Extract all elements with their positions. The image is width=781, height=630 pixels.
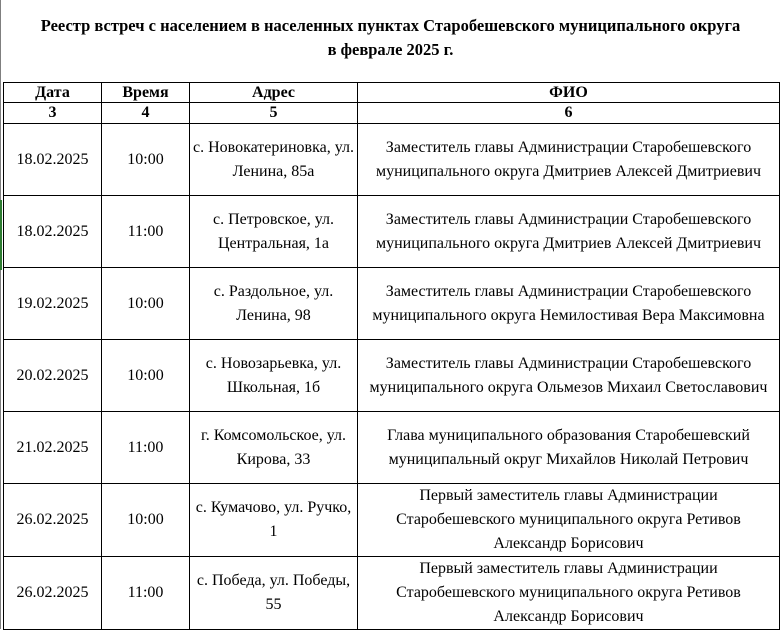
table-row [4, 124, 780, 196]
cell-address: с. Раздольное, ул. Ленина, 98 [190, 268, 358, 340]
cell-address: с. Петровское, ул. Центральная, 1а [190, 196, 358, 268]
cell-date: 21.02.2025 [4, 412, 102, 484]
cell-address: с. Кумачово, ул. Ручко, 1 [190, 484, 358, 557]
cell-date: 26.02.2025 [4, 557, 102, 630]
cell-time: 11:00 [102, 557, 190, 630]
title-line-2: в феврале 2025 г. [327, 40, 454, 59]
cell-fio: Заместитель главы Администрации Старобешевского муниципального округа Ольмезов Михаил Светославович [358, 340, 780, 412]
table-row [4, 268, 780, 340]
header-address: Адрес [190, 83, 358, 103]
table-row [4, 484, 780, 557]
cell-fio: Первый заместитель главы Администрации Старобешевского муниципального округа Ретивов Александр Борисович [358, 484, 780, 557]
cell-address: г. Комсомольское, ул. Кирова, 33 [190, 412, 358, 484]
table-row [4, 340, 780, 412]
cell-address: с. Новозарьевка, ул. Школьная, 1б [190, 340, 358, 412]
table-row [4, 196, 780, 268]
cell-time: 10:00 [102, 484, 190, 557]
cell-time: 11:00 [102, 196, 190, 268]
title-line-1: Реестр встреч с населением в населенных пунктах Старобешевского муниципального округа [40, 16, 741, 35]
cell-fio: Заместитель главы Администрации Старобешевского муниципального округа Немилостивая Вера Максимовна [358, 268, 780, 340]
header-date: Дата [4, 83, 102, 103]
cell-time: 11:00 [102, 412, 190, 484]
cell-time: 10:00 [102, 124, 190, 196]
cell-date: 20.02.2025 [4, 340, 102, 412]
document-title [2, 6, 779, 80]
cell-fio: Глава муниципального образования Старобешевский муниципальный округ Михайлов Николай Петрович [358, 412, 780, 484]
column-number: 5 [190, 103, 358, 124]
header-row [4, 83, 780, 103]
column-number: 3 [4, 103, 102, 124]
header-time: Время [102, 83, 190, 103]
column-number-row [4, 103, 780, 124]
header-fio: ФИО [358, 83, 780, 103]
cell-fio: Заместитель главы Администрации Старобешевского муниципального округа Дмитриев Алексей Дмитриевич [358, 196, 780, 268]
cell-fio: Заместитель главы Администрации Старобешевского муниципального округа Дмитриев Алексей Дмитриевич [358, 124, 780, 196]
cell-date: 19.02.2025 [4, 268, 102, 340]
row-selection-marker [0, 200, 2, 270]
cell-time: 10:00 [102, 340, 190, 412]
table-row [4, 412, 780, 484]
cell-address: с. Победа, ул. Победы, 55 [190, 557, 358, 630]
cell-time: 10:00 [102, 268, 190, 340]
cell-date: 26.02.2025 [4, 484, 102, 557]
cell-fio: Первый заместитель главы Администрации Старобешевского муниципального округа Ретивов Александр Борисович [358, 557, 780, 630]
table-row [4, 557, 780, 630]
column-number: 4 [102, 103, 190, 124]
cell-address: с. Новокатериновка, ул. Ленина, 85а [190, 124, 358, 196]
cell-date: 18.02.2025 [4, 196, 102, 268]
meetings-registry-table [3, 82, 780, 630]
column-number: 6 [358, 103, 780, 124]
cell-date: 18.02.2025 [4, 124, 102, 196]
